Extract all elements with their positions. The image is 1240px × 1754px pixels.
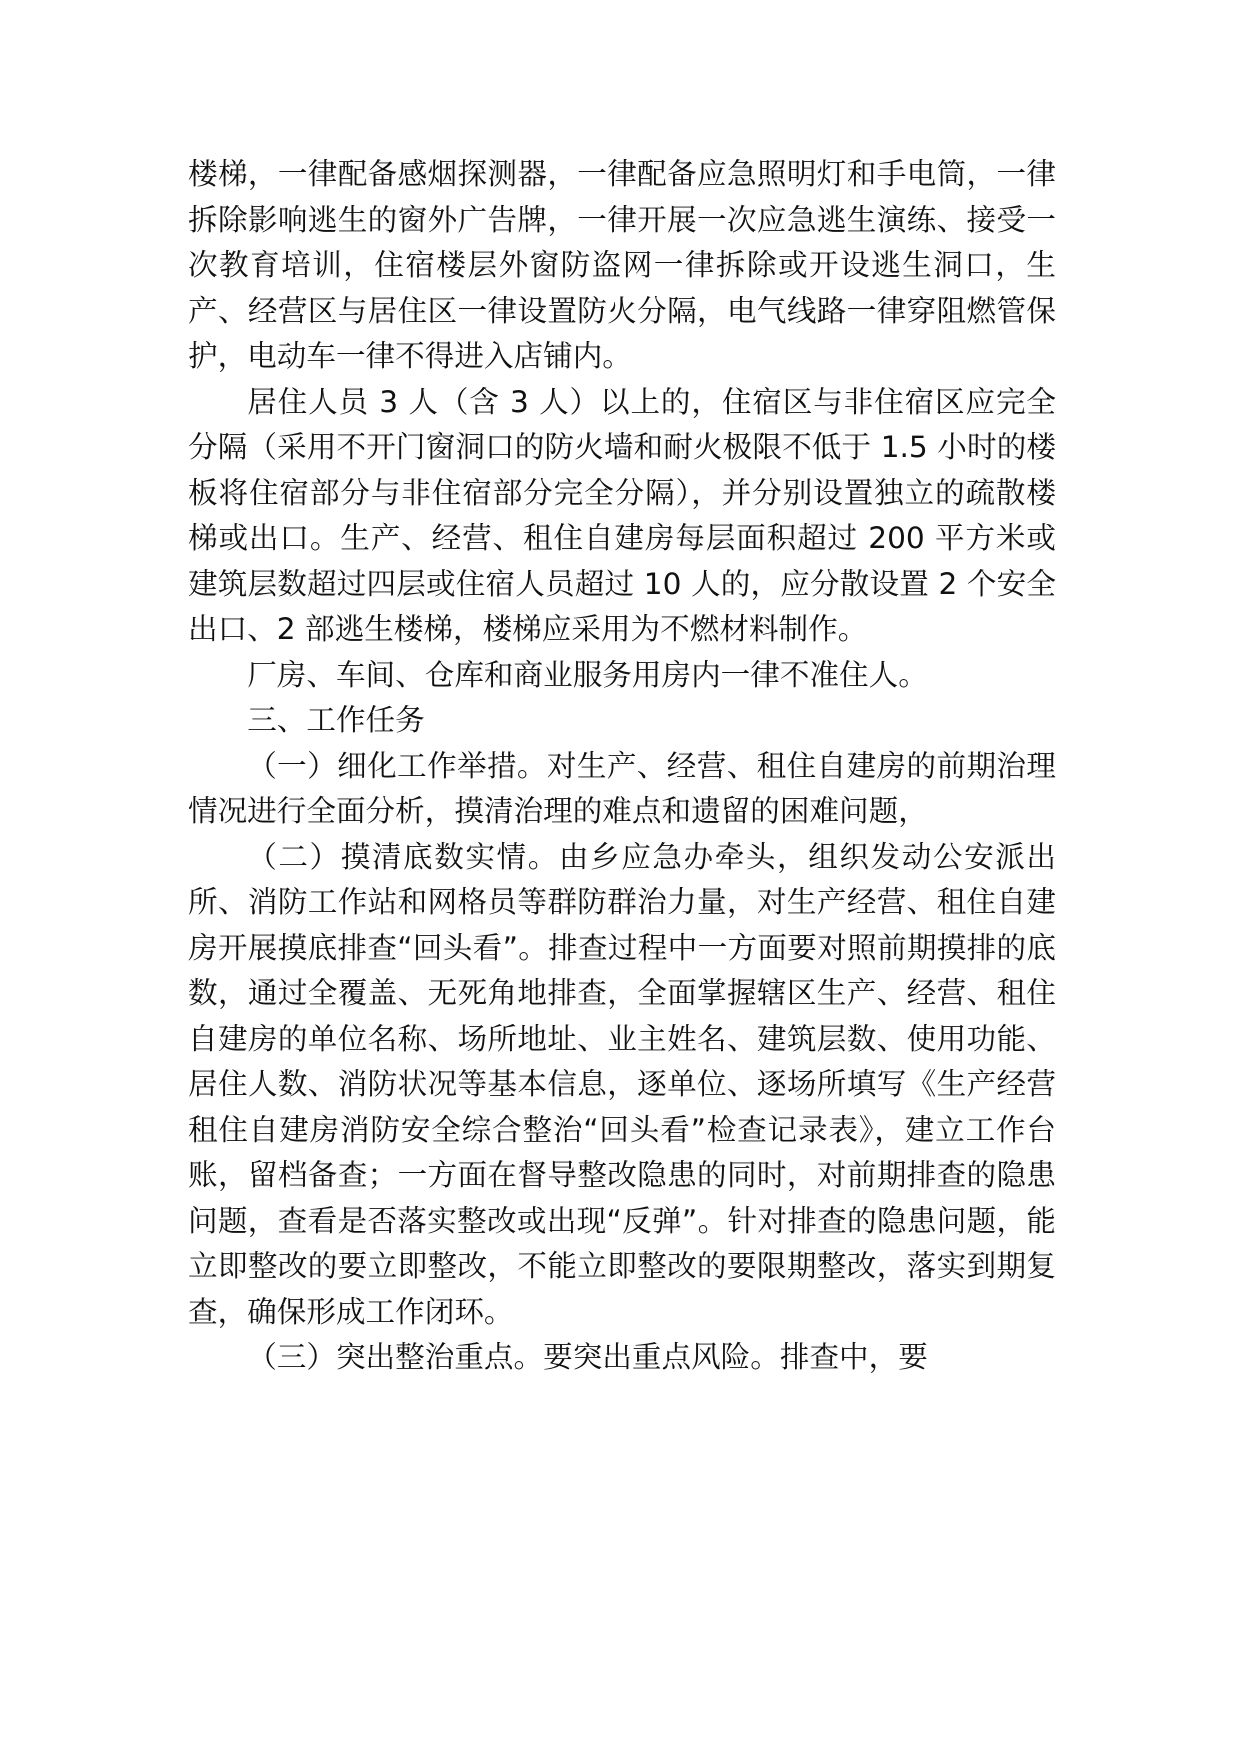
section-heading-work-tasks: 三、工作任务 (247, 703, 425, 737)
paragraph-task-1: （一）细化工作举措。对生产、经营、租住自建房的前期治理情况进行全面分析，摸清治理的难点和遗留的困难问题， (188, 748, 1056, 828)
paragraph-residential-separation: 居住人员 3 人（含 3 人）以上的，住宿区与非住宿区应完全分隔（采用不开门窗洞口的防火墙和耐火极限不低于 1.5 小时的楼板将住宿部分与非住宿部分完全分隔），并分别设置独立的疏散楼梯或出口。生产、经营、租住自建房每层面积超过 200 平方米或建筑层数超过四层或住宿人员超过 10 人的，应分散设置 2 个安全出口、2 部逃生楼梯，楼梯应采用为不燃材料制作。 (188, 384, 1056, 646)
paragraph-task-3: （三）突出整治重点。要突出重点风险。排查中，要 (247, 1340, 928, 1374)
paragraph-fire-safety-measures: 楼梯，一律配备感烟探测器，一律配备应急照明灯和手电筒，一律拆除影响逃生的窗外广告牌，一律开展一次应急逃生演练、接受一次教育培训，住宿楼层外窗防盗网一律拆除或开设逃生洞口，生产、经营区与居住区一律设置防火分隔，电气线路一律穿阻燃管保护，电动车一律不得进入店铺内。 (188, 157, 1056, 373)
document-body (188, 152, 1056, 1381)
paragraph-no-residence-rule: 厂房、车间、仓库和商业服务用房内一律不准住人。 (247, 657, 928, 692)
paragraph-task-2: （二）摸清底数实情。由乡应急办牵头，组织发动公安派出所、消防工作站和网格员等群防群治力量，对生产经营、租住自建房开展摸底排查“回头看”。排查过程中一方面要对照前期摸排的底数，通过全覆盖、无死角地排查，全面掌握辖区生产、经营、租住自建房的单位名称、场所地址、业主姓名、建筑层数、使用功能、居住人数、消防状况等基本信息，逐单位、逐场所填写《生产经营租住自建房消防安全综合整治“回头看”检查记录表》，建立工作台账，留档备查；一方面在督导整改隐患的同时，对前期排查的隐患问题，查看是否落实整改或出现“反弹”。针对排查的隐患问题，能立即整改的要立即整改，不能立即整改的要限期整改，落实到期复查，确保形成工作闭环。 (188, 839, 1056, 1329)
